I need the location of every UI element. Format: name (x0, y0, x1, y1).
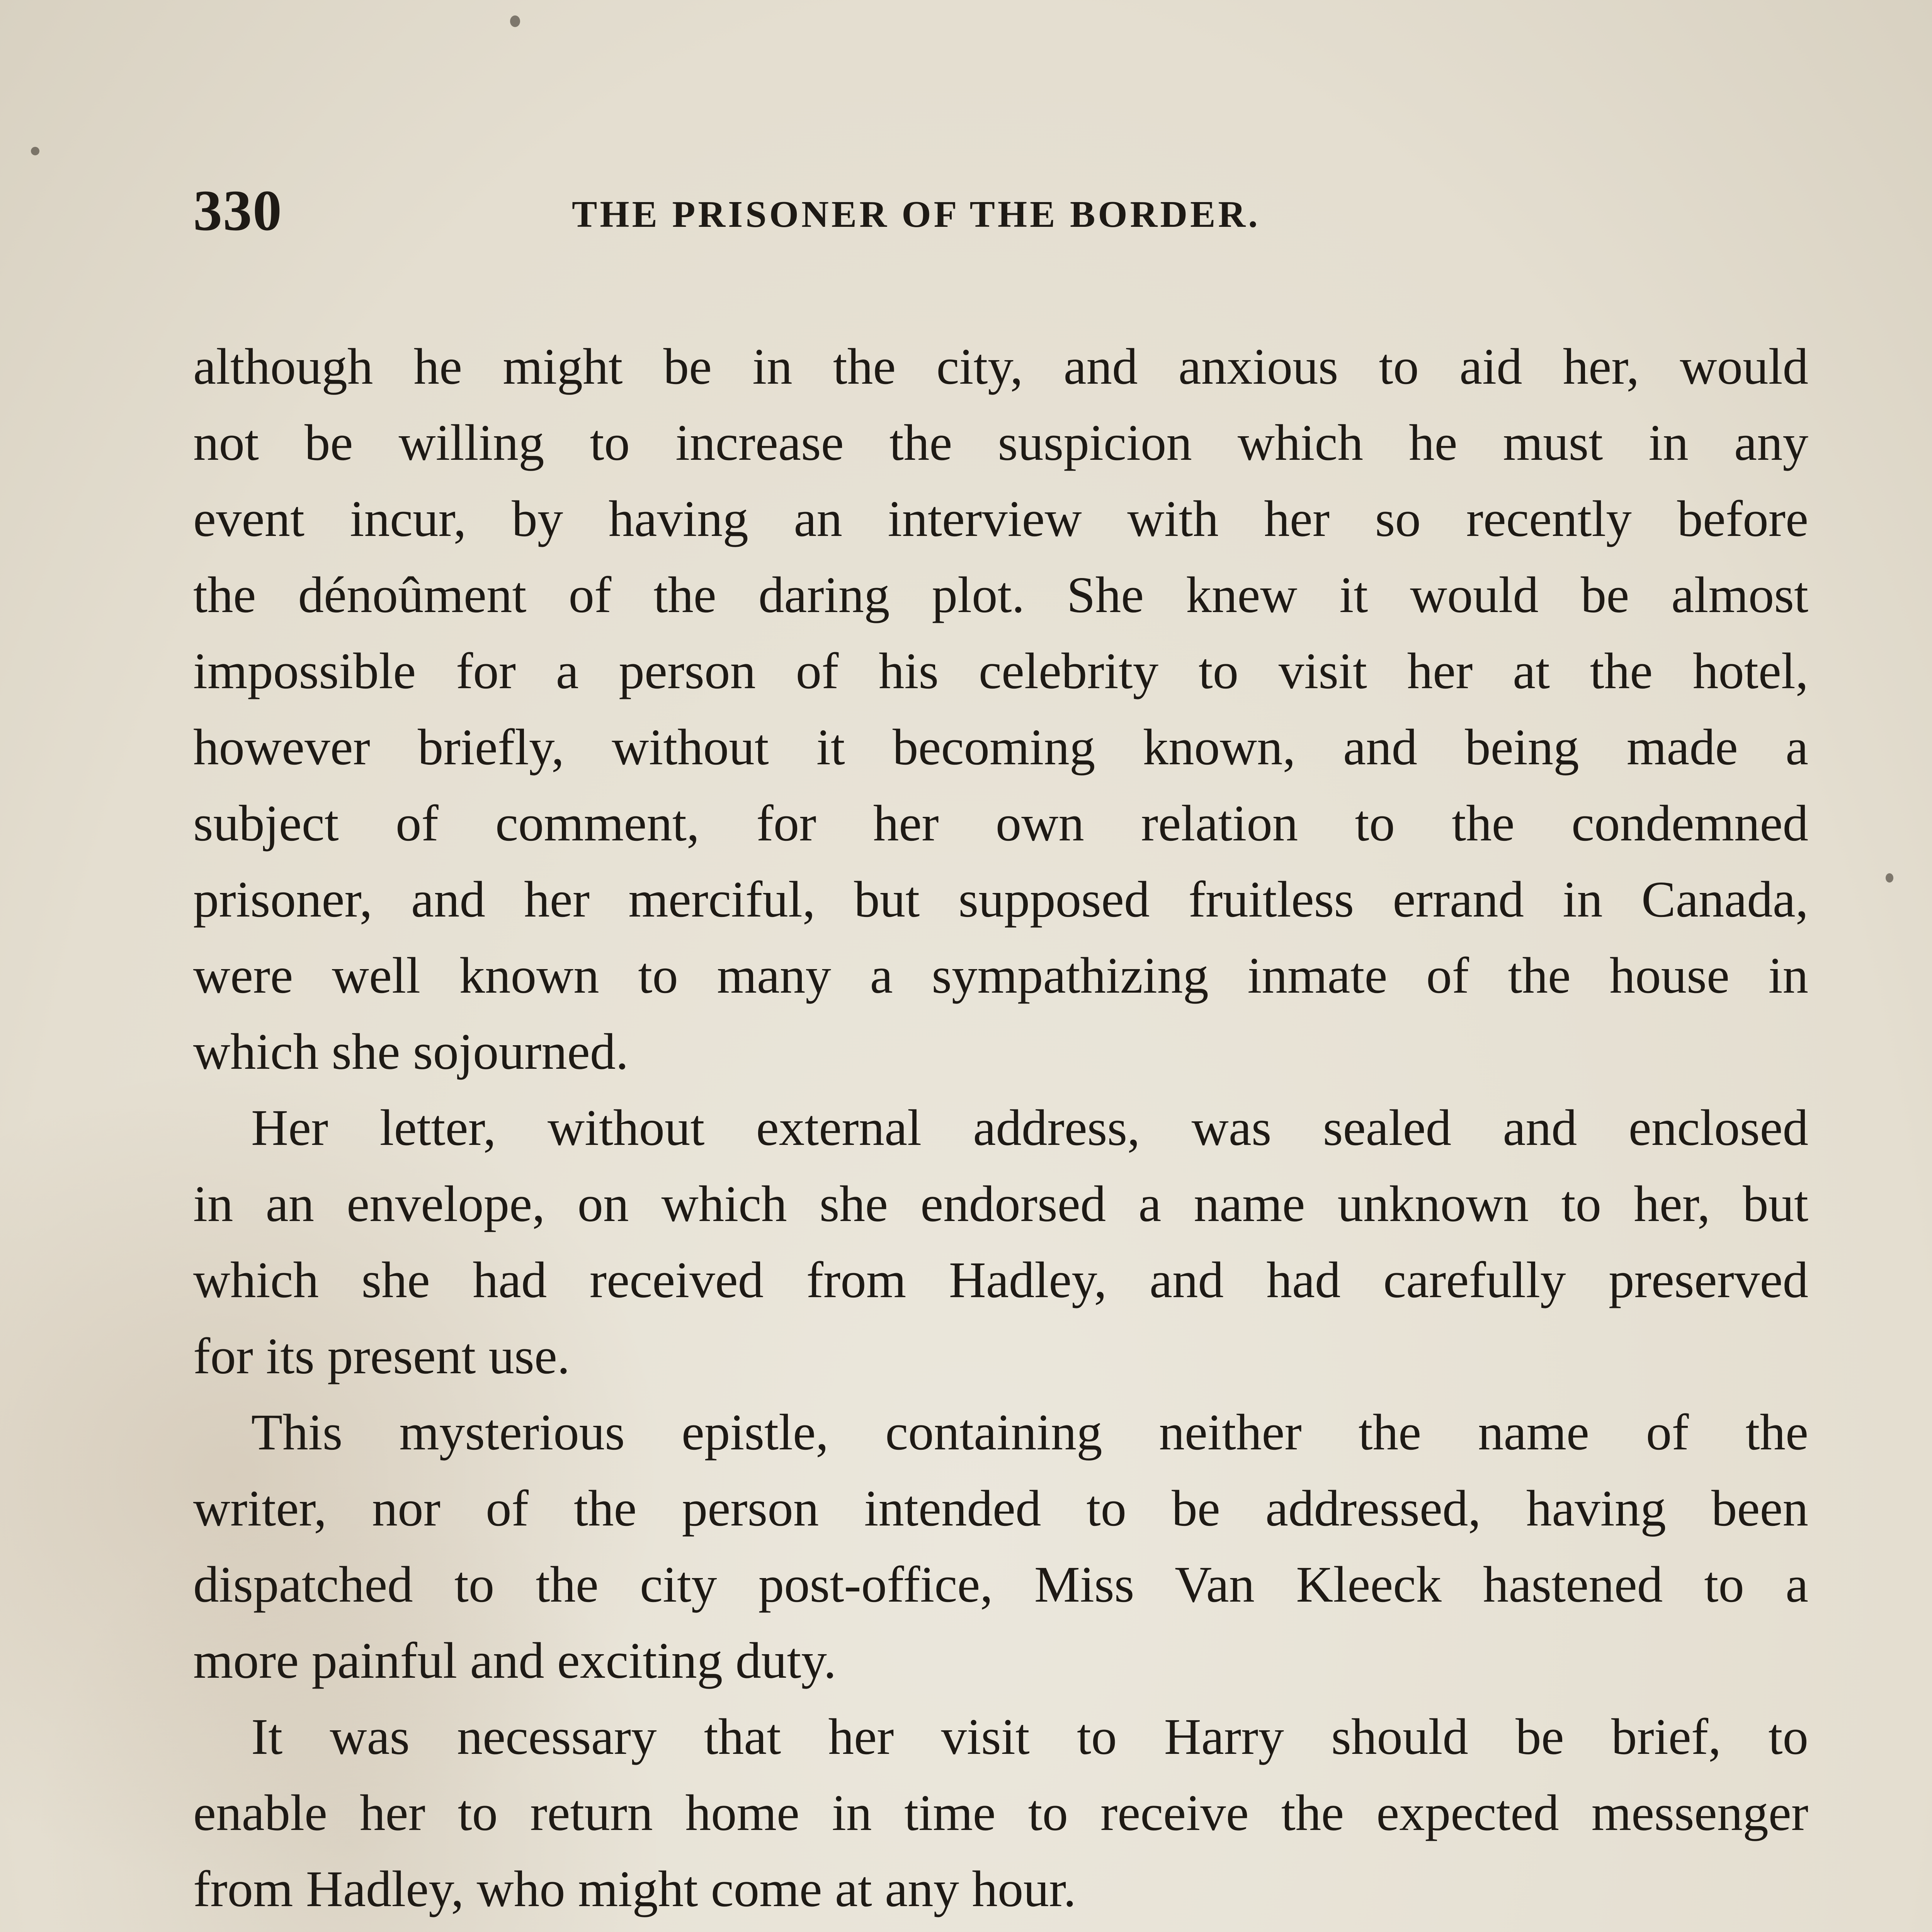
text-line: event incur, by having an interview with her so recently before (193, 490, 1808, 547)
text-line: more painful and exciting duty. (193, 1632, 837, 1689)
text-line: were well known to many a sympathizing inmate of the house in (193, 947, 1808, 1004)
text-line: dispatched to the city post-office, Miss Van Kleeck hastened to a (193, 1556, 1808, 1613)
text-line: which she had received from Hadley, and had carefully preserved (193, 1251, 1808, 1308)
text-line: for its present use. (193, 1327, 570, 1384)
paragraph (193, 1090, 1808, 1394)
ink-speck (1886, 873, 1893, 883)
ink-speck (31, 147, 39, 155)
text-line (193, 1927, 1808, 1932)
text-line: impossible for a person of his celebrity to visit her at the hotel, (193, 642, 1808, 699)
text-line: from Hadley, who might come at any hour. (193, 1860, 1077, 1917)
text-line: enable her to return home in time to receive the expected messenger (193, 1784, 1808, 1841)
body-text (193, 328, 1808, 1932)
text-line: which she sojourned. (193, 1023, 629, 1080)
text-line: prisoner, and her merciful, but supposed fruitless errand in Canada, (193, 871, 1808, 928)
text-line: It was necessary that her visit to Harry should be brief, to (251, 1708, 1808, 1765)
text-line: This mysterious epistle, containing neither the name of the (251, 1403, 1808, 1461)
text-line: however briefly, without it becoming known, and being made a (193, 718, 1808, 776)
text-line: in an envelope, on which she endorsed a name unknown to her, but (193, 1175, 1808, 1232)
text-line: the dénoûment of the daring plot. She knew it would be almost (193, 566, 1808, 623)
running-title: THE PRISONER OF THE BORDER. (572, 194, 1260, 235)
ink-speck (510, 15, 520, 27)
page-number: 330 (193, 179, 282, 243)
page-header (193, 179, 1808, 259)
paragraph (193, 1394, 1808, 1699)
text-line: Her letter, without external address, was sealed and enclosed (251, 1099, 1808, 1156)
text-line: writer, nor of the person intended to be addressed, having been (193, 1480, 1808, 1537)
paragraph (193, 1927, 1808, 1932)
text-line: although he might be in the city, and anxious to aid her, would (193, 338, 1808, 395)
paragraph (193, 1699, 1808, 1927)
paragraph (193, 328, 1808, 1090)
text-line: subject of comment, for her own relation to the condemned (193, 794, 1808, 852)
text-line: not be willing to increase the suspicion which he must in any (193, 414, 1808, 471)
